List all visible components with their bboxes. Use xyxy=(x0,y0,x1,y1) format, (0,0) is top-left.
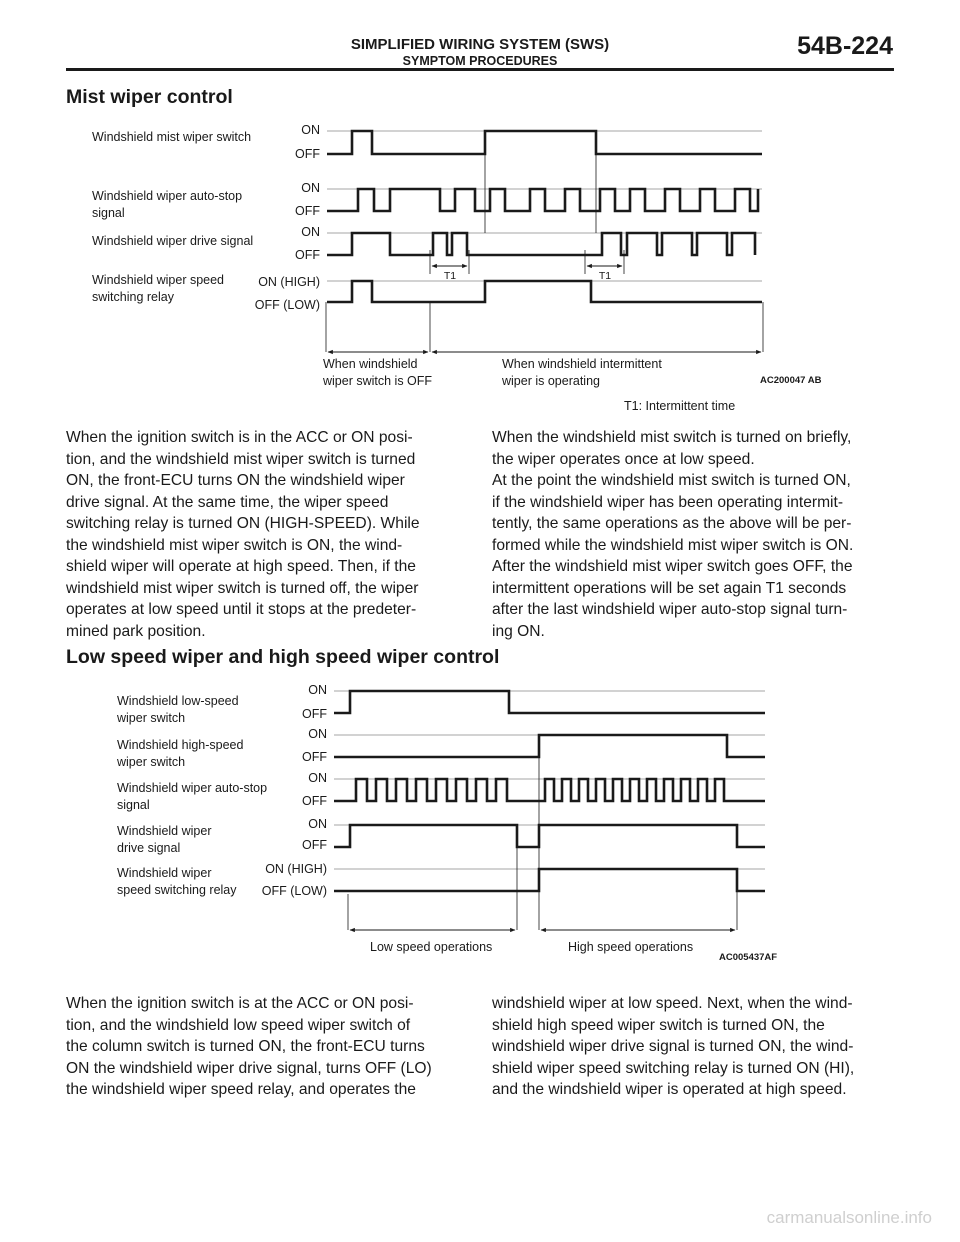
watermark: carmanualsonline.info xyxy=(766,1208,932,1227)
waveforms xyxy=(327,131,762,302)
level-on-d: ON xyxy=(308,817,327,831)
level-off-e: OFF (LOW) xyxy=(261,884,327,898)
svg-text:Windshield wiper: Windshield wiper xyxy=(117,866,212,880)
svg-text:wiper is operating: wiper is operating xyxy=(502,374,600,388)
svg-text:Windshield wiper auto-stop: Windshield wiper auto-stop xyxy=(117,781,268,795)
page-number: 54B-224 xyxy=(797,32,893,60)
section-heading-speed-wiper: Low speed wiper and high speed wiper control xyxy=(66,646,500,668)
svg-text:speed switching relay: speed switching relay xyxy=(117,883,237,897)
svg-text:Windshield wiper speed: Windshield wiper speed xyxy=(92,273,225,287)
wave-speed-relay-2 xyxy=(334,869,765,891)
paragraph-mist-right: When the windshield mist switch is turned on briefly, the wiper operates once at low speed. At the point the windshield mist switch is turned ON, if the windshield wiper has been operating intermit- tently, the same operations as the above will be per- formed while the windshield mist wiper switch is ON. After the windshield mist wiper switch goes OFF, the intermittent operations will be set again T1 seconds after the last windshield wiper auto-stop signal turn- ing ON. xyxy=(492,429,854,640)
signal-label-mist-switch xyxy=(92,130,251,144)
paragraph-speed-right: windshield wiper at low speed. Next, when the wind- shield high speed wiper switch is turned ON, the windshield wiper drive signal is turned ON, the wind- shield wiper speed switching relay is turned ON (HI), and the windshield wiper is operated at high speed. xyxy=(492,995,855,1098)
annotation-switch-off xyxy=(322,357,432,388)
signal-label-speed-relay xyxy=(92,273,224,304)
level-on-c: ON xyxy=(308,771,327,785)
wave-low-switch xyxy=(334,691,765,713)
section-heading-mist-wiper: Mist wiper control xyxy=(66,86,233,108)
svg-text:Windshield wiper auto-stop: Windshield wiper auto-stop xyxy=(92,189,243,203)
level-on-e: ON (HIGH) xyxy=(265,862,327,876)
level-on-2: ON xyxy=(301,181,320,195)
svg-text:drive signal: drive signal xyxy=(117,841,181,855)
t1-label-1: T1 xyxy=(443,270,457,282)
wave-drive-2 xyxy=(334,825,765,847)
label-high-speed-operations: High speed operations xyxy=(568,940,694,954)
svg-text:wiper switch is OFF: wiper switch is OFF xyxy=(323,374,433,388)
level-on-4: ON (HIGH) xyxy=(258,275,320,289)
label-low-speed-operations: Low speed operations xyxy=(370,940,493,954)
wave-speed-relay xyxy=(327,281,762,302)
level-on-1: ON xyxy=(301,123,320,137)
level-off-c: OFF xyxy=(302,794,327,808)
t1-label-2: T1 xyxy=(598,270,612,282)
level-on-b: ON xyxy=(308,727,327,741)
level-off-2: OFF xyxy=(295,204,320,218)
level-on-3: ON xyxy=(301,225,320,239)
svg-text:Windshield low-speed: Windshield low-speed xyxy=(117,694,239,708)
level-off-1: OFF xyxy=(295,147,320,161)
svg-text:When windshield intermittent: When windshield intermittent xyxy=(502,357,662,371)
signal-label-low-speed-switch xyxy=(116,694,239,725)
svg-text:Windshield wiper drive signal: Windshield wiper drive signal xyxy=(92,234,254,248)
annotation-intermittent xyxy=(501,357,662,388)
level-on-a: ON xyxy=(308,683,327,697)
page-header-subtitle: SYMPTOM PROCEDURES xyxy=(402,54,558,68)
mist-wiper-timing-diagram xyxy=(0,0,960,420)
figure-code-2: AC005437AF xyxy=(719,952,778,963)
wave-drive xyxy=(327,233,755,255)
t1-note: T1: Intermittent time xyxy=(624,399,736,413)
svg-text:wiper switch: wiper switch xyxy=(117,711,186,725)
wave-mist-switch xyxy=(327,131,762,154)
level-off-3: OFF xyxy=(295,248,320,262)
svg-text:wiper switch: wiper switch xyxy=(117,755,186,769)
level-off-b: OFF xyxy=(302,750,327,764)
signal-label-auto-stop-2 xyxy=(117,781,267,812)
wave-high-switch xyxy=(334,735,765,757)
level-off-a: OFF xyxy=(302,707,327,721)
paragraph-mist-left: When the ignition switch is in the ACC or ON posi- tion, and the windshield mist wiper switch is turned ON, the front-ECU turns ON the windshield wiper drive signal. At the same time, the wiper speed switching relay is turned ON (HIGH-SPEED). While the windshield mist wiper switch is ON, the wind- shield wiper will operate at high speed. Then, if the windshield mist wiper switch is turned off, the wiper operates at low speed until it stops at the predeter- mined park position. xyxy=(66,429,420,640)
svg-text:signal: signal xyxy=(117,798,150,812)
signal-label-drive-2 xyxy=(117,824,211,855)
wave-auto-stop-2 xyxy=(334,779,765,801)
signal-label-drive xyxy=(92,234,253,248)
svg-text:switching relay: switching relay xyxy=(92,290,174,304)
signal-label-high-speed-switch xyxy=(116,738,244,769)
wave-auto-stop xyxy=(327,189,758,211)
paragraph-speed-left: When the ignition switch is at the ACC or ON posi- tion, and the windshield low speed wiper switch of the column switch is turned ON, the front-ECU turns ON the windshield wiper drive signal, turns OFF (LO) the windshield wiper speed relay, and operates the xyxy=(66,995,432,1098)
speed-wiper-timing-diagram xyxy=(0,670,960,970)
waveforms-2 xyxy=(334,691,765,891)
svg-text:Windshield high-speed: Windshield high-speed xyxy=(117,738,244,752)
page-header-title: SIMPLIFIED WIRING SYSTEM (SWS) xyxy=(350,36,610,53)
level-off-4: OFF (LOW) xyxy=(254,298,320,312)
signal-label-speed-relay-2 xyxy=(117,866,237,897)
signal-label-auto-stop xyxy=(92,189,242,220)
figure-code-1: AC200047 AB xyxy=(760,375,822,386)
svg-text:Windshield wiper: Windshield wiper xyxy=(117,824,212,838)
svg-text:Windshield mist wiper switch: Windshield mist wiper switch xyxy=(92,130,252,144)
time-guides-2 xyxy=(348,735,737,930)
level-off-d: OFF xyxy=(302,838,327,852)
svg-text:signal: signal xyxy=(92,206,125,220)
svg-text:When windshield: When windshield xyxy=(323,357,418,371)
